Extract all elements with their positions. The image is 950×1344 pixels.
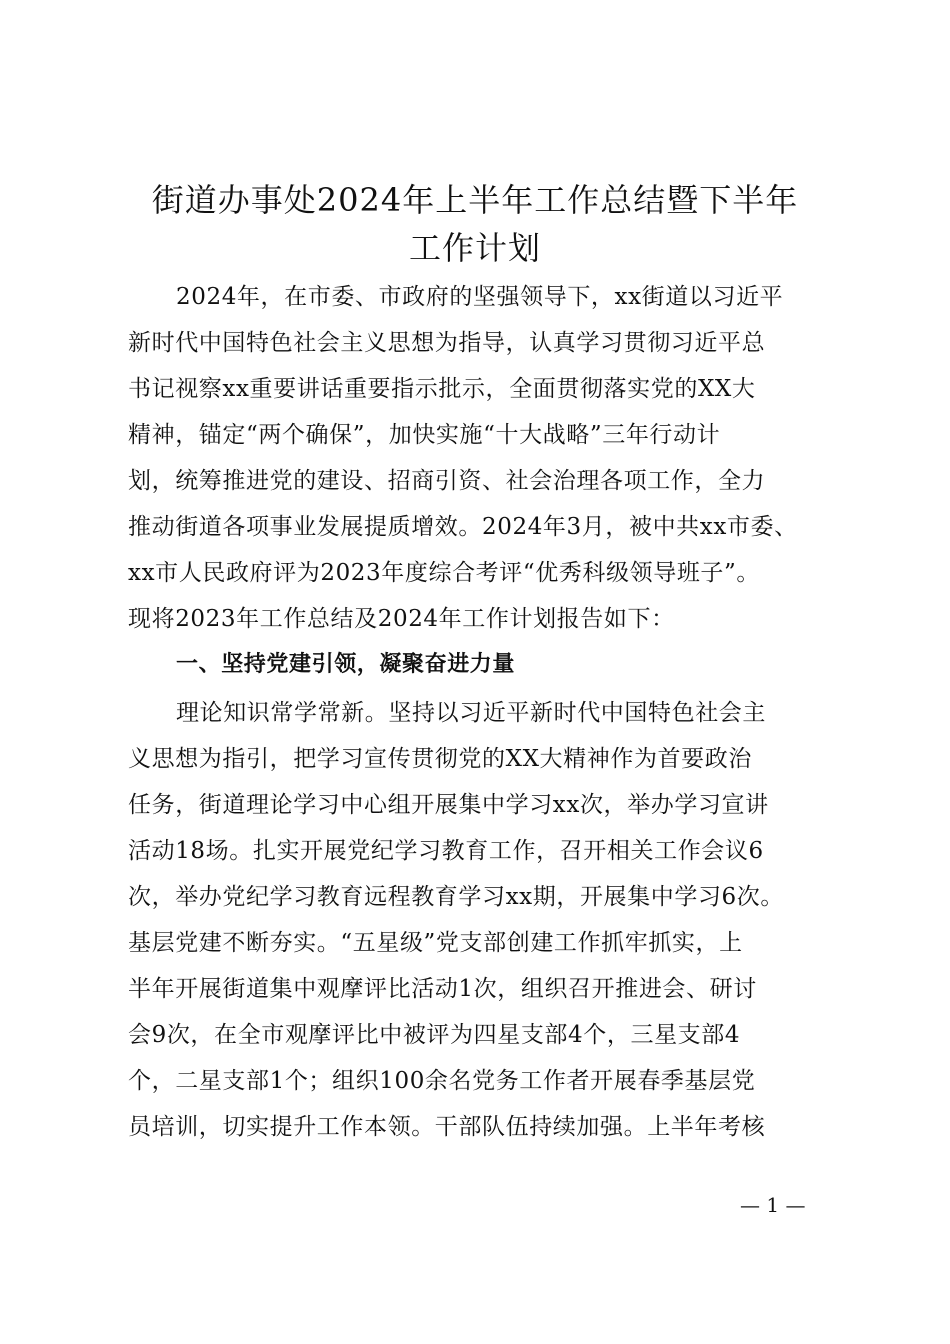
paragraph-line: 基层党建不断夯实。“五星级”党支部创建工作抓牢抓实，上 (128, 930, 743, 956)
paragraph-line: 半年开展街道集中观摩评比活动1次，组织召开推进会、研讨 (128, 976, 757, 1002)
paragraph-line: 2024年，在市委、市政府的坚强领导下，xx街道以习近平 (176, 284, 784, 310)
paragraph-line: 活动18场。扎实开展党纪学习教育工作，召开相关工作会议6 (128, 838, 764, 864)
paragraph-line: 个，二星支部1个；组织100余名党务工作者开展春季基层党 (128, 1068, 756, 1094)
paragraph-line: 推动街道各项事业发展提质增效。2024年3月，被中共xx市委、 (128, 514, 798, 540)
paragraph-line: 理论知识常学常新。坚持以习近平新时代中国特色社会主 (176, 700, 766, 726)
document-title-line-1: 街道办事处2024年上半年工作总结暨下半年 (151, 181, 799, 219)
paragraph-line: 精神，锚定“两个确保”，加快实施“十大战略”三年行动计 (128, 422, 721, 448)
paragraph-line: 次，举办党纪学习教育远程教育学习xx期，开展集中学习6次。 (128, 884, 784, 910)
paragraph-line: 员培训，切实提升工作本领。干部队伍持续加强。上半年考核 (128, 1114, 766, 1140)
paragraph-line: 会9次，在全市观摩评比中被评为四星支部4个，三星支部4 (128, 1022, 741, 1048)
section-heading: 一、坚持党建引领，凝聚奋进力量 (176, 652, 516, 677)
paragraph-line: 书记视察xx重要讲话重要指示批示，全面贯彻落实党的XX大 (128, 376, 756, 402)
paragraph-line: 新时代中国特色社会主义思想为指导，认真学习贯彻习近平总 (128, 330, 766, 356)
paragraph-line: 义思想为指引，把学习宣传贯彻党的XX大精神作为首要政治 (128, 746, 752, 772)
paragraph-line: 现将2023年工作总结及2024年工作计划报告如下： (128, 606, 675, 632)
document-title-line-2: 工作计划 (408, 229, 541, 267)
paragraph-line: 划，统筹推进党的建设、招商引资、社会治理各项工作，全力 (128, 468, 766, 494)
page-number: — 1 — (740, 1193, 806, 1217)
paragraph-line: 任务，街道理论学习中心组开展集中学习xx次，举办学习宣讲 (128, 792, 769, 818)
paragraph-line: xx市人民政府评为2023年度综合考评“优秀科级领导班子”。 (128, 560, 760, 586)
